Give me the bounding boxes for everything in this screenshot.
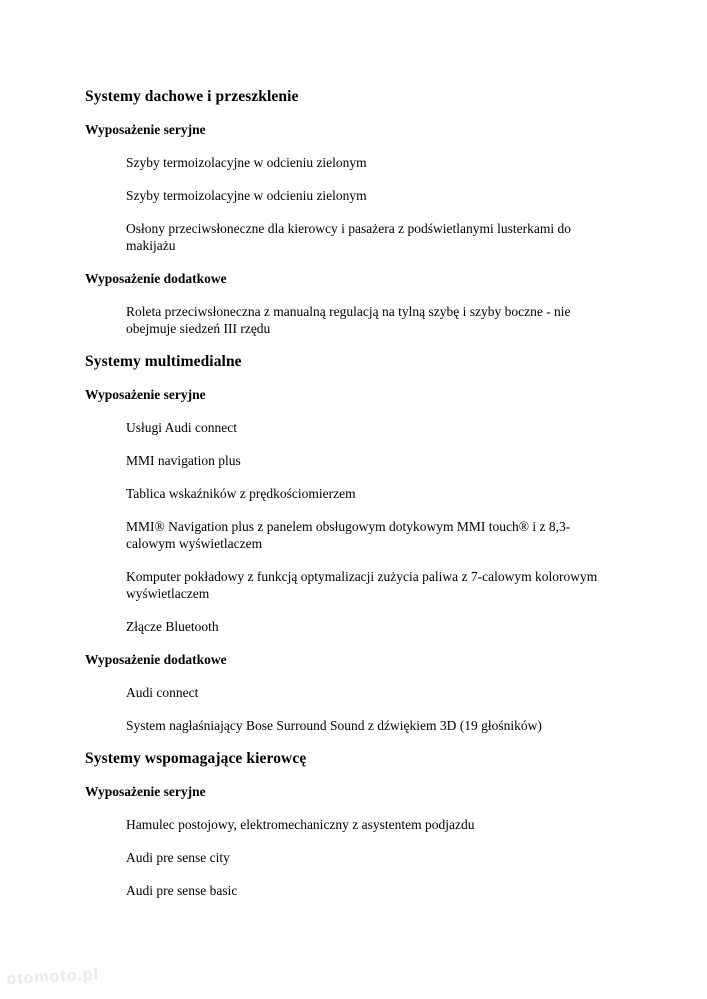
group-label: Wyposażenie dodatkowe xyxy=(85,271,227,286)
equipment-item: Tablica wskaźników z prędkościomierzem xyxy=(126,486,356,501)
equipment-item: Komputer pokładowy z funkcją optymalizacji zużycia paliwa z 7-calowym kolorowym wyświetlaczem xyxy=(126,569,598,601)
section-title: Systemy dachowe i przeszklenie xyxy=(85,88,299,105)
group-items xyxy=(85,816,707,899)
group-label: Wyposażenie seryjne xyxy=(85,784,206,799)
section-groups xyxy=(85,783,707,899)
equipment-group xyxy=(85,783,707,899)
equipment-item: Szyby termoizolacyjne w odcieniu zielonym xyxy=(126,155,367,170)
equipment-section-1 xyxy=(85,353,707,734)
equipment-section-0 xyxy=(85,88,707,337)
equipment-item: Audi pre sense basic xyxy=(126,883,238,898)
equipment-item: Złącze Bluetooth xyxy=(126,619,219,634)
equipment-sections xyxy=(85,88,707,899)
group-items xyxy=(85,684,707,734)
equipment-item: System nagłaśniający Bose Surround Sound z dźwiękiem 3D (19 głośników) xyxy=(126,718,542,733)
equipment-section-2 xyxy=(85,750,707,899)
equipment-group xyxy=(85,386,707,635)
group-label: Wyposażenie seryjne xyxy=(85,122,206,137)
section-title: Systemy wspomagające kierowcę xyxy=(85,750,307,767)
group-items xyxy=(85,154,707,254)
equipment-item: Audi pre sense city xyxy=(126,850,230,865)
equipment-item: Szyby termoizolacyjne w odcieniu zielonym xyxy=(126,188,367,203)
equipment-item: Roleta przeciwsłoneczna z manualną regulacją na tylną szybę i szyby boczne - nie obejmuje siedzeń III rzędu xyxy=(126,304,571,336)
equipment-item: Audi connect xyxy=(126,685,199,700)
equipment-group xyxy=(85,651,707,734)
equipment-group xyxy=(85,270,707,337)
group-label: Wyposażenie seryjne xyxy=(85,387,206,402)
equipment-item: MMI navigation plus xyxy=(126,453,241,468)
group-items xyxy=(85,419,707,635)
equipment-item: Hamulec postojowy, elektromechaniczny z asystentem podjazdu xyxy=(126,817,475,832)
equipment-item: Usługi Audi connect xyxy=(126,420,237,435)
section-groups xyxy=(85,386,707,734)
equipment-group xyxy=(85,121,707,254)
equipment-item: MMI® Navigation plus z panelem obsługowym dotykowym MMI touch® i z 8,3-calowym wyświetlaczem xyxy=(126,519,571,551)
group-items xyxy=(85,303,707,337)
equipment-item: Osłony przeciwsłoneczne dla kierowcy i pasażera z podświetlanymi lusterkami do makijażu xyxy=(126,221,571,253)
section-groups xyxy=(85,121,707,337)
watermark: otomoto.pl xyxy=(6,966,100,989)
group-label: Wyposażenie dodatkowe xyxy=(85,652,227,667)
section-title: Systemy multimedialne xyxy=(85,353,242,370)
